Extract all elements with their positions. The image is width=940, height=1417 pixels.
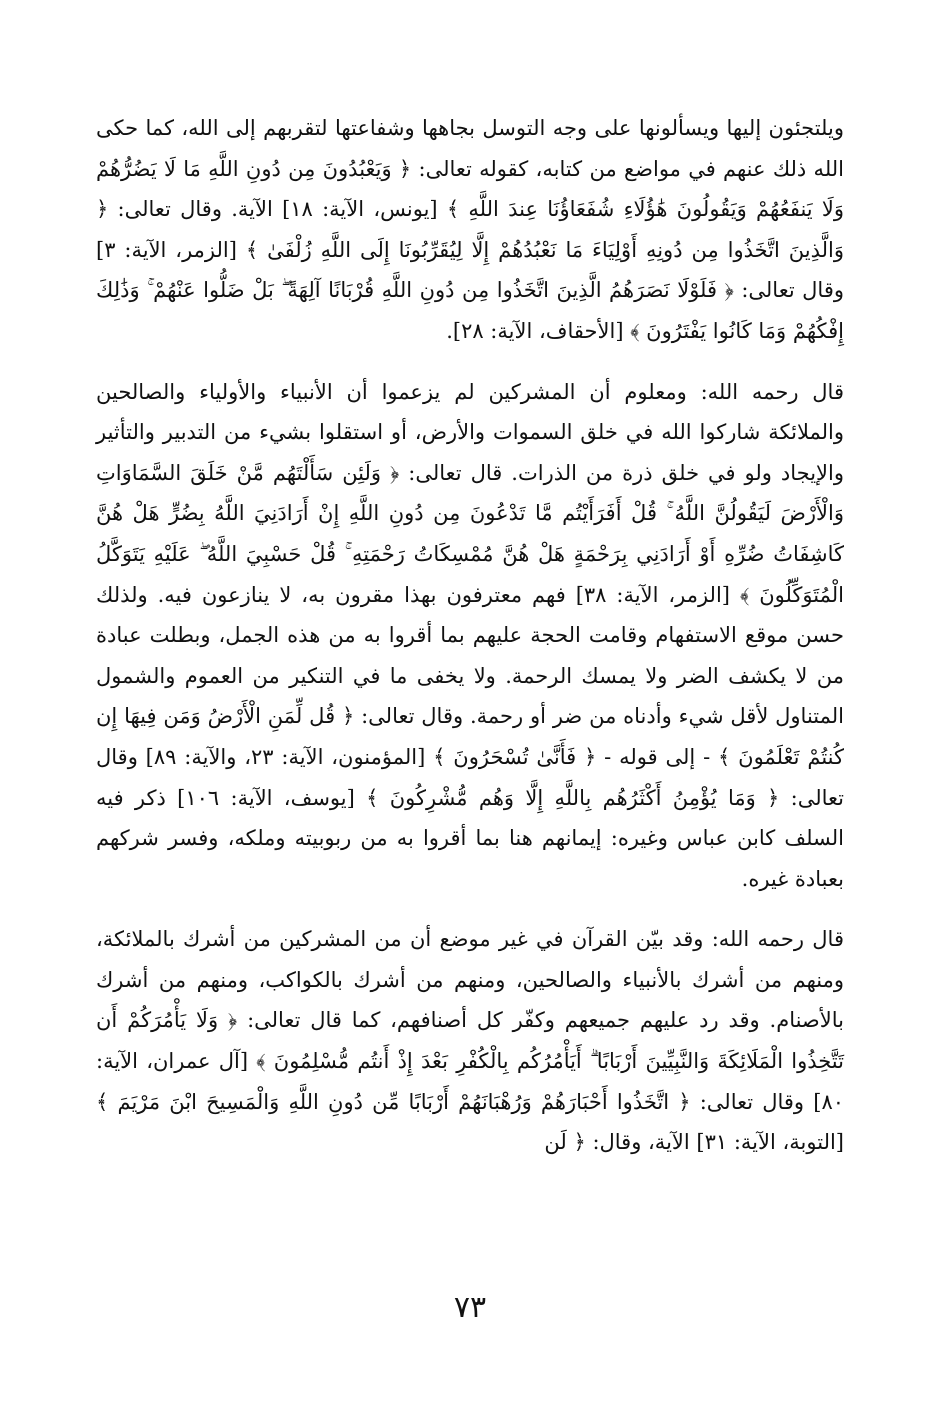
- paragraph-3: قال رحمه الله: وقد بيّن القرآن في غير موضع أن من المشركين من أشرك بالملائكة، ومنهم من أشرك بالأنبياء والصالحين، ومنهم من أشرك بالكواكب، ومنهم من أشرك بالأصنام. وقد رد عليهم جميعهم وكفّر كل أصنافهم، كما قال تعالى: ﴿ وَلَا يَأْمُرَكُمْ أَن تَتَّخِذُوا الْمَلَائِكَةَ وَالنَّبِيِّينَ أَرْبَابًا ۗ أَيَأْمُرُكُم بِالْكُفْرِ بَعْدَ إِذْ أَنتُم مُّسْلِمُونَ ﴾ [آل عمران، الآية: ٨٠] وقال تعالى: ﴿ اتَّخَذُوا أَحْبَارَهُمْ وَرُهْبَانَهُمْ أَرْبَابًا مِّن دُونِ اللَّهِ وَالْمَسِيحَ ابْنَ مَرْيَمَ ﴾ [التوبة، الآية: ٣١] الآية، وقال: ﴿ لَن: [96, 927, 844, 1155]
- paragraph-2: قال رحمه الله: ومعلوم أن المشركين لم يزعموا أن الأنبياء والأولياء والصالحين والملائكة شاركوا الله في خلق السموات والأرض، أو استقلوا بشيء من التدبير والتأثير والإيجاد ولو في خلق ذرة من الذرات. قال تعالى: ﴿ وَلَئِن سَأَلْتَهُم مَّنْ خَلَقَ السَّمَاوَاتِ وَالْأَرْضَ لَيَقُولُنَّ اللَّهُ ۚ قُلْ أَفَرَأَيْتُم مَّا تَدْعُونَ مِن دُونِ اللَّهِ إِنْ أَرَادَنِيَ اللَّهُ بِضُرٍّ هَلْ هُنَّ كَاشِفَاتُ ضُرِّهِ أَوْ أَرَادَنِي بِرَحْمَةٍ هَلْ هُنَّ مُمْسِكَاتُ رَحْمَتِهِ ۚ قُلْ حَسْبِيَ اللَّهُ ۖ عَلَيْهِ يَتَوَكَّلُ الْمُتَوَكِّلُونَ ﴾ [الزمر، الآية: ٣٨] فهم معترفون بهذا مقرون به، لا ينازعون فيه. ولذلك حسن موقع الاستفهام وقامت الحجة عليهم بما أقروا به من هذه الجمل، وبطلت عبادة من لا يكشف الضر ولا يمسك الرحمة. ولا يخفى ما في التنكير من العموم والشمول المتناول لأقل شيء وأدناه من ضر أو رحمة. وقال تعالى: ﴿ قُل لِّمَنِ الْأَرْضُ وَمَن فِيهَا إِن كُنتُمْ تَعْلَمُونَ ﴾ - إلى قوله - ﴿ فَأَنَّىٰ تُسْحَرُونَ ﴾ [المؤمنون، الآية: ٢٣، والآية: ٨٩] وقال تعالى: ﴿ وَمَا يُؤْمِنُ أَكْثَرُهُم بِاللَّهِ إِلَّا وَهُم مُّشْرِكُونَ ﴾ [يوسف، الآية: ١٠٦] ذكر فيه السلف كابن عباس وغيره: إيمانهم هنا بما أقروا به من ربوبيته وملكه، وفسر شركهم بعبادة غيره.: [96, 379, 844, 891]
- paragraph-1: ويلتجئون إليها ويسألونها على وجه التوسل بجاهها وشفاعتها لتقربهم إلى الله، كما حكى الله ذلك عنهم في مواضع من كتابه، كقوله تعالى: ﴿ وَيَعْبُدُونَ مِن دُونِ اللَّهِ مَا لَا يَضُرُّهُمْ وَلَا يَنفَعُهُمْ وَيَقُولُونَ هَٰؤُلَاءِ شُفَعَاؤُنَا عِندَ اللَّهِ ﴾ [يونس، الآية: ١٨] الآية. وقال تعالى: ﴿ وَالَّذِينَ اتَّخَذُوا مِن دُونِهِ أَوْلِيَاءَ مَا نَعْبُدُهُمْ إِلَّا لِيُقَرِّبُونَا إِلَى اللَّهِ زُلْفَىٰ ﴾ [الزمر، الآية: ٣] وقال تعالى: ﴿ فَلَوْلَا نَصَرَهُمُ الَّذِينَ اتَّخَذُوا مِن دُونِ اللَّهِ قُرْبَانًا آلِهَةً ۖ بَلْ ضَلُّوا عَنْهُمْ ۚ وَذَٰلِكَ إِفْكُهُمْ وَمَا كَانُوا يَفْتَرُونَ ﴾ [الأحقاف، الآية: ٢٨].: [96, 116, 844, 343]
- page-body: [96, 108, 844, 1408]
- page-number: ٧٣: [453, 1290, 487, 1325]
